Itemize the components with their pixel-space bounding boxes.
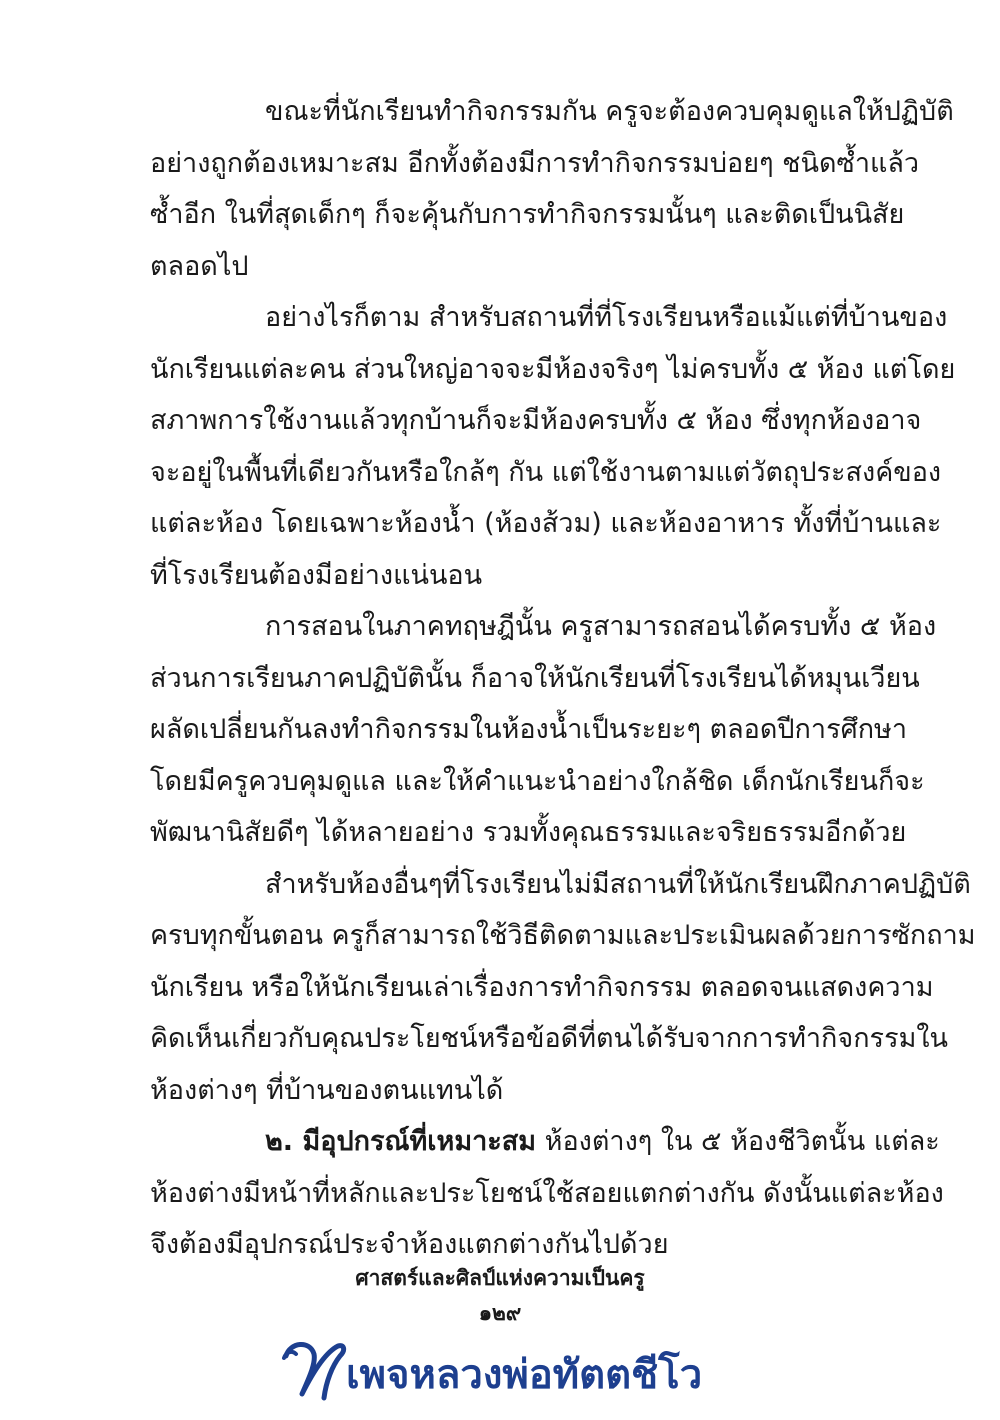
- text-line: จะอยู่ในพื้นที่เดียวกันหรือใกล้ๆ กัน แต่ใช้งานตามแต่วัตถุประสงค์ของ: [150, 456, 942, 488]
- text-line: ห้องต่างมีหน้าที่หลักและประโยชน์ใช้สอยแตกต่างกัน ดังนั้นแต่ละห้อง: [150, 1177, 944, 1209]
- text-line: ห้องต่างๆ ที่บ้านของตนแทนได้: [150, 1074, 504, 1106]
- text-line: ครบทุกขั้นตอน ครูก็สามารถใช้วิธีติดตามและประเมินผลด้วยการซักถาม: [150, 920, 976, 951]
- paragraph-1: [150, 86, 954, 292]
- text-line: อย่างไรก็ตาม สำหรับสถานที่ที่โรงเรียนหรือแม้แต่ที่บ้านของ: [265, 302, 948, 333]
- section-heading: ๒. มีอุปกรณ์ที่เหมาะสม: [265, 1126, 537, 1157]
- paragraph-5: [150, 1116, 944, 1271]
- text-line: สภาพการใช้งานแล้วทุกบ้านก็จะมีห้องครบทั้ง ๕ ห้อง ซึ่งทุกห้องอาจ: [150, 405, 922, 436]
- brand-name: เพจหลวงพ่อทัตตชีโว: [346, 1352, 703, 1398]
- text-line: ผลัดเปลี่ยนกันลงทำกิจกรรมในห้องน้ำเป็นระยะๆ ตลอดปีการศึกษา: [150, 714, 908, 745]
- text-line: นักเรียน หรือให้นักเรียนเล่าเรื่องการทำกิจกรรม ตลอดจนแสดงความ: [150, 971, 934, 1003]
- text-line: นักเรียนแต่ละคน ส่วนใหญ่อาจจะมีห้องจริงๆ ไม่ครบทั้ง ๕ ห้อง แต่โดย: [150, 353, 956, 385]
- text-line: การสอนในภาคทฤษฎีนั้น ครูสามารถสอนได้ครบทั้ง ๕ ห้อง: [265, 611, 937, 642]
- text-line: ซ้ำอีก ในที่สุดเด็กๆ ก็จะคุ้นกับการทำกิจกรรมนั้นๆ และติดเป็นนิสัย: [150, 199, 905, 230]
- heading-continuation: ห้องต่างๆ ใน ๕ ห้องชีวิตนั้น แต่ละ: [544, 1126, 940, 1157]
- paragraph-2: [150, 292, 956, 601]
- footer-title: ศาสตร์และศิลป์แห่งความเป็นครู: [355, 1266, 645, 1290]
- document-body: [150, 86, 976, 1271]
- script-logo-icon: [280, 1336, 352, 1408]
- text-line: ส่วนการเรียนภาคปฏิบัตินั้น ก็อาจให้นักเรียนที่โรงเรียนได้หมุนเวียน: [150, 662, 920, 694]
- paragraph-3: [150, 601, 937, 859]
- text-line: [150, 1116, 940, 1168]
- text-line: อย่างถูกต้องเหมาะสม อีกทั้งต้องมีการทำกิจกรรมบ่อยๆ ชนิดซ้ำแล้ว: [150, 147, 920, 179]
- text-line: สำหรับห้องอื่นๆที่โรงเรียนไม่มีสถานที่ให้นักเรียนฝึกภาคปฏิบัติ: [265, 868, 971, 900]
- text-line: โดยมีครูควบคุมดูแล และให้คำแนะนำอย่างใกล้ชิด เด็กนักเรียนก็จะ: [150, 765, 925, 797]
- paragraph-4: [150, 859, 976, 1117]
- text-line: ที่โรงเรียนต้องมีอย่างแน่นอน: [150, 559, 483, 591]
- text-line: คิดเห็นเกี่ยวกับคุณประโยชน์หรือข้อดีที่ตนได้รับจากการทำกิจกรรมใน: [150, 1023, 949, 1054]
- text-line: ตลอดไป: [150, 250, 249, 282]
- text-line: ขณะที่นักเรียนทำกิจกรรมกัน ครูจะต้องควบคุมดูแลให้ปฏิบัติ: [265, 96, 954, 127]
- text-line: พัฒนานิสัยดีๆ ได้หลายอย่าง รวมทั้งคุณธรรมและจริยธรรมอีกด้วย: [150, 817, 907, 848]
- text-line: แต่ละห้อง โดยเฉพาะห้องน้ำ (ห้องส้วม) และห้องอาหาร ทั้งที่บ้านและ: [150, 508, 942, 539]
- page-number: ๑๒๙: [478, 1301, 522, 1325]
- brand-logo: [280, 1336, 740, 1408]
- text-line: จึงต้องมีอุปกรณ์ประจำห้องแตกต่างกันไปด้วย: [150, 1229, 669, 1260]
